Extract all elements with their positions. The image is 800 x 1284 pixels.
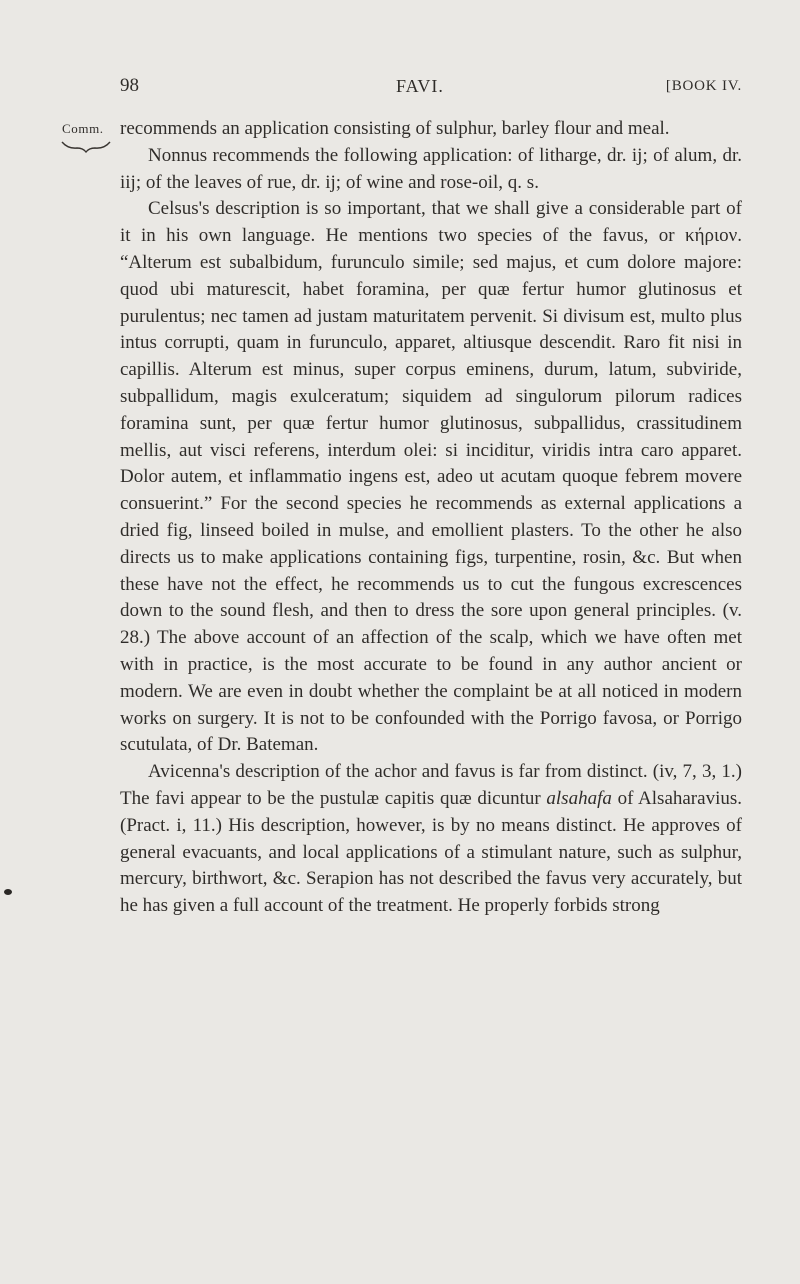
- paragraph-2: Nonnus recommends the following application: of litharge, dr. ij; of alum, dr. iij; of the leaves of rue, dr. ij; of wine and rose-oil, q. s.: [120, 144, 742, 193]
- page-number: 98: [120, 75, 139, 96]
- running-title: FAVI.: [396, 76, 444, 96]
- paragraph-4-italic: alsahafa: [546, 787, 612, 809]
- margin-brace-icon: [60, 138, 112, 154]
- page-mark: [4, 889, 12, 895]
- body-text: [120, 116, 742, 920]
- paragraph-1: recommends an application consisting of sulphur, barley flour and meal.: [120, 118, 670, 139]
- paragraph-4-text-1: Avicenna's description of the achor and favus is far from distinct. (iv, 7, 3, 1.) The favi appear to be the pustulæ capitis quæ dicuntur: [120, 761, 742, 809]
- book-label: [BOOK IV.: [665, 78, 742, 94]
- paragraph-4-text-2: of Alsaharavius. (Pract. i, 11.) His description, however, is by no means distinct. He approves of general evacuants, and local applications of a stimulant nature, such as sulphur, mercury, birthwort, &c. Serapion has not described the favus very accurately, but he has given a full account of the treatment. He properly forbids strong: [120, 787, 742, 917]
- paragraph-3: Celsus's description is so important, that we shall give a considerable part of it in his own language. He mentions two species of the favus, or κήριον. “Alterum est subalbidum, furunculo simile; sed majus, et cum dolore majore: quod ubi maturescit, habet foramina, per quæ fertur humor glutinosus et purulentus; nec tamen ad justam maturitatem pervenit. Si divisum est, multo plus intus corrupti, quam in furunculo, apparet, altiusque descendit. Raro fit nisi in capillis. Alterum est minus, super corpus eminens, durum, latum, subviride, subpallidum, magis exulceratum; siquidem ad singulorum pilorum radices foramina sunt, per quæ fertur humor glutinosus, subpallidus, crassitudinem mellis, aut visci referens, interdum olei: si inciditur, viridis intra caro apparet. Dolor autem, et inflammatio ingens est, adeo ut acutam quoque febrem movere consuerint.” For the second species he recommends as external applications a dried fig, linseed boiled in mulse, and emollient plasters. To the other he also directs us to make applications containing figs, turpentine, rosin, &c. But when these have not the effect, he recommends us to cut the fungous excrescences down to the sound flesh, and then to dress the sore upon general principles. (v. 28.) The above account of an affection of the scalp, which we have often met with in practice, is the most accurate to be found in any author ancient or modern. We are even in doubt whether the complaint be at all noticed in modern works on surgery. It is not to be confounded with the Porrigo favosa, or Porrigo scutulata, of Dr. Bateman.: [120, 198, 742, 756]
- margin-note: Comm.: [62, 121, 104, 136]
- page-header: [120, 72, 742, 100]
- paragraph-4: [120, 759, 742, 920]
